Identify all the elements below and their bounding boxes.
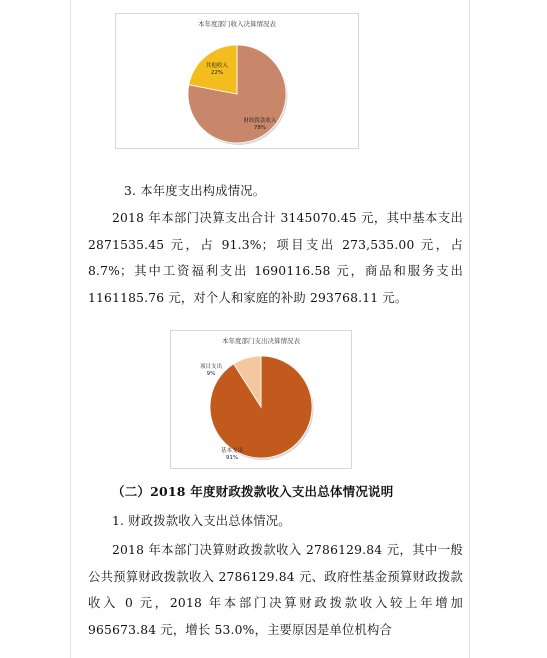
slice-label: 其他收入 xyxy=(205,63,229,69)
slice-percent: 9% xyxy=(206,371,216,377)
section3-heading: 3. 本年度支出构成情况。 xyxy=(124,184,266,198)
subsection1-heading: 1. 财政拨款收入支出总体情况。 xyxy=(112,514,291,528)
slice-percent: 91% xyxy=(225,455,239,461)
fiscal-paragraph: 2018 年本部门决算财政拨款收入 2786129.84 元，其中一般公共预算财政拨款收入 2786129.84 元、政府性基金预算财政拨款收入 0 元，2018 年本部门决算财政拨款收入较上年增加 965673.84 元，增长 53.0%，主要原因是单位机构合 xyxy=(88,543,463,637)
expense-pie-svg xyxy=(171,331,351,468)
chart-title: 本年度部门支出决算情况表 xyxy=(222,337,300,345)
income-pie-chart xyxy=(115,13,359,149)
slice-percent: 22% xyxy=(210,70,224,76)
section2-heading: （二）2018 年度财政拨款收入支出总体情况说明 xyxy=(112,484,394,499)
chart-title: 本年度部门收入决算情况表 xyxy=(198,20,276,28)
income-pie-svg xyxy=(116,14,358,148)
slice-label: 项目支出 xyxy=(199,364,223,370)
slice-label: 基本支出 xyxy=(220,448,244,454)
expense-paragraph: 2018 年本部门决算支出合计 3145070.45 元，其中基本支出 2871535.45 元，占 91.3%；项目支出 273,535.00 元，占 8.7%；其中工资福利支出 1690116.58 元，商品和服务支出 1161185.76 元，对个人和家庭的补助 293768.11 元。 xyxy=(88,211,463,305)
expense-pie-chart xyxy=(170,330,352,469)
slice-percent: 78% xyxy=(253,125,267,131)
slice-label: 财政拨款收入 xyxy=(243,118,277,124)
